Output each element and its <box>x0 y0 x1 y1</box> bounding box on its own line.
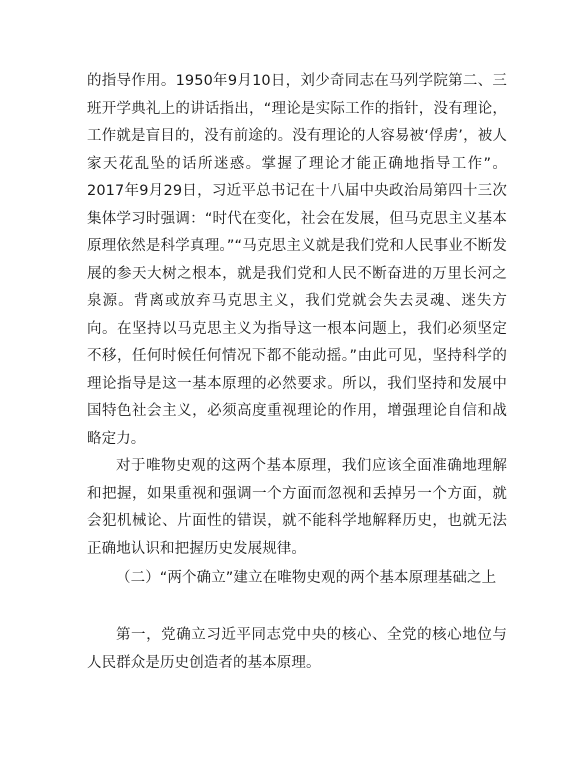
section-heading: （二）“两个确立”建立在唯物史观的两个基本原理基础之上 <box>116 570 497 586</box>
document-body <box>87 68 507 453</box>
paragraph-theory-guidance: 的指导作用。1950年9月10日，刘少奇同志在马列学院第二、三班开学典礼上的讲话指出，“理论是实际工作的指针，没有理论，工作就是盲目的，没有前途的。没有理论的人容易被‘俘虏’，被人家天花乱坠的话所迷惑。掌握了理论才能正确地指导工作”。2017年9月29日，习近平总书记在十八届中央政治局第四十三次集体学习时强调：“时代在变化，社会在发展，但马克思主义基本原理依然是科学真理。”“马克思主义就是我们党和人民事业不断发展的参天大树之根本，就是我们党和人民不断奋进的万里长河之泉源。背离或放弃马克思主义，我们党就会失去灵魂、迷失方向。在坚持以马克思主义为指导这一根本问题上，我们必须坚定不移，任何时候任何情况下都不能动摇。”由此可见，坚持科学的理论指导是这一基本原理的必然要求。所以，我们坚持和发展中国特色社会主义，必须高度重视理论的作用，增强理论自信和战略定力。 <box>87 73 507 447</box>
document-body <box>87 453 507 563</box>
document-body <box>87 565 507 593</box>
paragraph-first-point: 第一，党确立习近平同志党中央的核心、全党的核心地位与人民群众是历史创造者的基本原理。 <box>87 627 507 671</box>
document-body <box>87 622 507 677</box>
paragraph-two-principles: 对于唯物史观的这两个基本原理，我们应该全面准确地理解和把握，如果重视和强调一个方面而忽视和丢掉另一个方面，就会犯机械论、片面性的错误，就不能科学地解释历史，也就无法正确地认识和把握历史发展规律。 <box>87 458 507 557</box>
